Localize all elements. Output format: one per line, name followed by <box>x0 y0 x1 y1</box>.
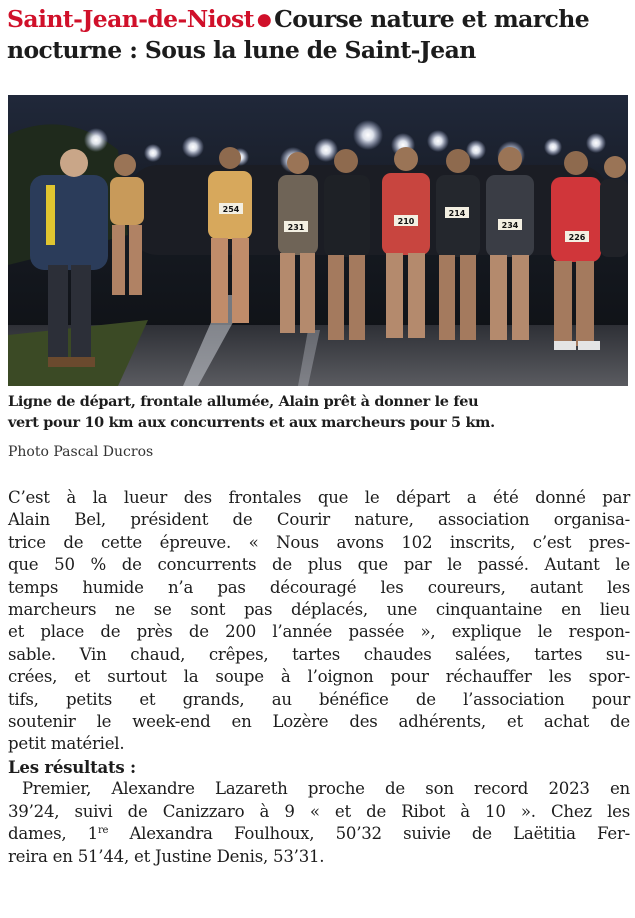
body-line: Alain Bel, président de Courir nature, association organisa- <box>8 510 630 530</box>
bib-number-0: 254 <box>222 205 240 214</box>
bullet-icon: ● <box>256 10 272 30</box>
headline-title-line-1: Course nature et marche <box>274 5 590 33</box>
results-line: reira en 51’44, et Justine Denis, 53’31. <box>8 846 325 866</box>
caption-line: vert pour 10 km aux concurrents et aux marcheurs pour 5 km. <box>8 414 495 431</box>
bib-number-4: 234 <box>501 221 519 230</box>
photo-caption <box>8 391 632 433</box>
bib-number-1: 231 <box>287 223 305 232</box>
body-line: et place de près de 200 l’année passée », explique le respon- <box>8 622 630 642</box>
results-line-start: dames, 1 <box>8 824 98 844</box>
body-line: temps humide n’a pas découragé les coureurs, autant les <box>8 577 630 597</box>
location-label: Saint-Jean-de-Niost <box>7 5 254 33</box>
body-line: crées, et surtout la soupe à l’oignon pour réchauffer les spor- <box>8 667 630 687</box>
body-line: sable. Vin chaud, crêpes, tartes chaudes salées, tartes su- <box>8 644 630 664</box>
results-heading: Les résultats : <box>8 756 136 777</box>
results-line <box>8 823 630 845</box>
results-paragraph <box>8 778 630 868</box>
article-body <box>8 487 630 868</box>
caption-line: Ligne de départ, frontale allumée, Alain prêt à donner le feu <box>8 393 479 410</box>
headline-title-line-2: nocturne : Sous la lune de Saint-Jean <box>7 36 476 64</box>
article-paragraph <box>8 487 630 756</box>
body-line: trice de cette épreuve. « Nous avons 102 inscrits, c’est pres- <box>8 532 630 552</box>
results-line-end: Alexandra Foulhoux, 50’32 suivie de Laëtitia Fer- <box>108 824 630 844</box>
article-headline <box>7 4 629 65</box>
body-line: petit matériel. <box>8 734 125 754</box>
bib-number-3: 214 <box>448 209 466 218</box>
ordinal-suffix: re <box>97 825 109 837</box>
body-line: soutenir le week-end en Lozère des adhérents, et achat de <box>8 712 630 732</box>
race-start-photo <box>8 95 628 386</box>
results-line: Premier, Alexandre Lazareth proche de son record 2023 en <box>22 779 630 799</box>
results-line: 39’24, suivi de Canizzaro à 9 « et de Ribot à 10 ». Chez les <box>8 801 630 821</box>
body-line: marcheurs ne se sont pas déplacés, une cinquantaine en lieu <box>8 600 630 620</box>
bib-number-2: 210 <box>397 217 415 226</box>
bib-number-5: 226 <box>568 233 586 242</box>
body-line: tifs, petits et grands, au bénéfice de l’association pour <box>8 689 630 709</box>
body-line: C’est à la lueur des frontales que le départ a été donné par <box>8 488 630 507</box>
photo-credit: Photo Pascal Ducros <box>8 444 154 460</box>
body-line: que 50 % de concurrents de plus que par le passé. Autant le <box>8 555 630 575</box>
